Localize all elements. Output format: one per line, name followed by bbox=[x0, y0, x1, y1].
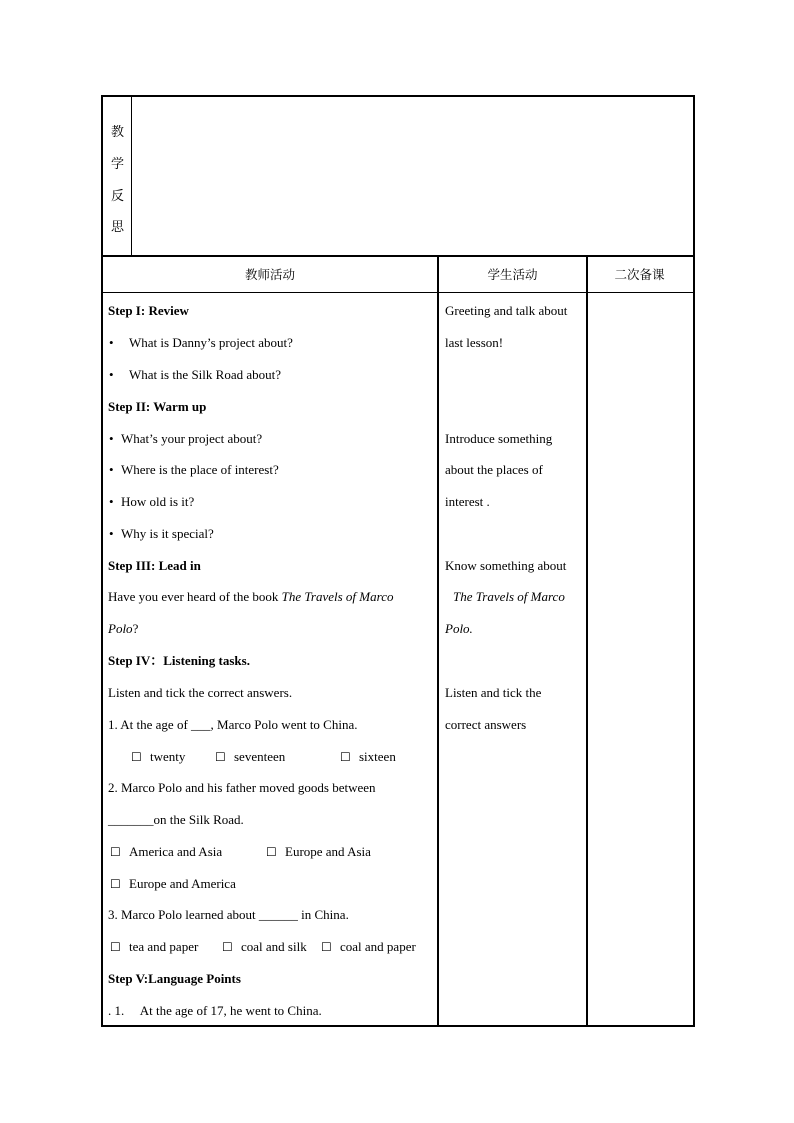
checkbox-icon[interactable]: ☐ bbox=[215, 750, 226, 764]
reflection-char: 学 bbox=[111, 156, 125, 171]
leadin-text: Have you ever heard of the book bbox=[108, 589, 282, 604]
reflection-char: 教 bbox=[111, 124, 125, 139]
question-2-cont: _______on the Silk Road. bbox=[108, 812, 244, 827]
student-activity-text: interest . bbox=[445, 494, 490, 509]
warmup-question: How old is it? bbox=[121, 494, 195, 509]
checkbox-icon[interactable]: ☐ bbox=[266, 845, 277, 859]
checkbox-icon[interactable]: ☐ bbox=[340, 750, 351, 764]
checkbox-icon[interactable]: ☐ bbox=[110, 940, 121, 954]
question-2: 2. Marco Polo and his father moved goods between bbox=[108, 780, 376, 795]
warmup-question: Where is the place of interest? bbox=[121, 462, 279, 477]
step-language-points-heading: Step V:Language Points bbox=[108, 971, 241, 986]
language-point-1: . 1. At the age of 17, he went to China. bbox=[108, 1003, 322, 1018]
question-mark: ? bbox=[132, 621, 139, 636]
teaching-reflection-box bbox=[101, 95, 695, 257]
student-activity-text: about the places of bbox=[445, 462, 543, 477]
bullet: • bbox=[109, 335, 114, 350]
column-divider bbox=[437, 257, 439, 1025]
header-divider bbox=[103, 292, 693, 293]
reflection-label bbox=[103, 97, 132, 255]
leadin-question bbox=[108, 589, 393, 605]
student-activity-text: Greeting and talk about bbox=[445, 303, 568, 318]
warmup-question: Why is it special? bbox=[121, 526, 214, 541]
checkbox-icon[interactable]: ☐ bbox=[321, 940, 332, 954]
book-title: Polo bbox=[108, 621, 133, 636]
student-activity-text: last lesson! bbox=[445, 335, 504, 350]
listening-instruction: Listen and tick the correct answers. bbox=[108, 685, 293, 700]
warmup-question: What’s your project about? bbox=[121, 431, 263, 446]
option-label: Europe and America bbox=[129, 876, 236, 891]
step-warmup-heading: Step II: Warm up bbox=[108, 399, 207, 414]
checkbox-icon[interactable]: ☐ bbox=[110, 845, 121, 859]
student-activity-text: correct answers bbox=[445, 717, 527, 732]
student-activity-text: Introduce something bbox=[445, 431, 553, 446]
option-label: twenty bbox=[150, 749, 186, 764]
option-label: seventeen bbox=[234, 749, 286, 764]
bullet: • bbox=[109, 494, 114, 509]
step-review-heading: Step I: Review bbox=[108, 303, 189, 318]
lesson-plan-table bbox=[101, 255, 695, 1027]
bullet: • bbox=[109, 431, 114, 446]
option-label: tea and paper bbox=[129, 939, 199, 954]
student-activity-text: Listen and tick the bbox=[445, 685, 542, 700]
checkbox-icon[interactable]: ☐ bbox=[222, 940, 233, 954]
column-divider bbox=[586, 257, 588, 1025]
header-second-preparation: 二次备课 bbox=[614, 267, 665, 282]
reflection-char: 反 bbox=[111, 188, 125, 203]
option-label: coal and silk bbox=[241, 939, 307, 954]
reflection-char: 思 bbox=[111, 219, 125, 234]
header-teacher-activity: 教师活动 bbox=[244, 267, 295, 282]
option-label: Europe and Asia bbox=[285, 844, 371, 859]
review-question: What is Danny’s project about? bbox=[129, 335, 293, 350]
bullet: • bbox=[109, 526, 114, 541]
header-student-activity: 学生活动 bbox=[487, 267, 538, 282]
step-leadin-heading: Step III: Lead in bbox=[108, 558, 201, 573]
option-label: America and Asia bbox=[129, 844, 223, 859]
question-1: 1. At the age of ___, Marco Polo went to China. bbox=[108, 717, 358, 732]
book-title: The Travels of Marco bbox=[281, 589, 394, 604]
review-question: What is the Silk Road about? bbox=[129, 367, 282, 382]
leadin-question-cont bbox=[108, 621, 138, 637]
student-book-title: The Travels of Marco bbox=[453, 589, 565, 604]
option-label: coal and paper bbox=[340, 939, 416, 954]
student-activity-text: Know something about bbox=[445, 558, 567, 573]
bullet: • bbox=[109, 462, 114, 477]
bullet: • bbox=[109, 367, 114, 382]
option-label: sixteen bbox=[359, 749, 396, 764]
checkbox-icon[interactable]: ☐ bbox=[110, 877, 121, 891]
question-3: 3. Marco Polo learned about ______ in China. bbox=[108, 907, 349, 922]
checkbox-icon[interactable]: ☐ bbox=[131, 750, 142, 764]
step-listening-heading: Step IV：Listening tasks. bbox=[108, 653, 250, 668]
student-book-title: Polo. bbox=[445, 621, 473, 636]
